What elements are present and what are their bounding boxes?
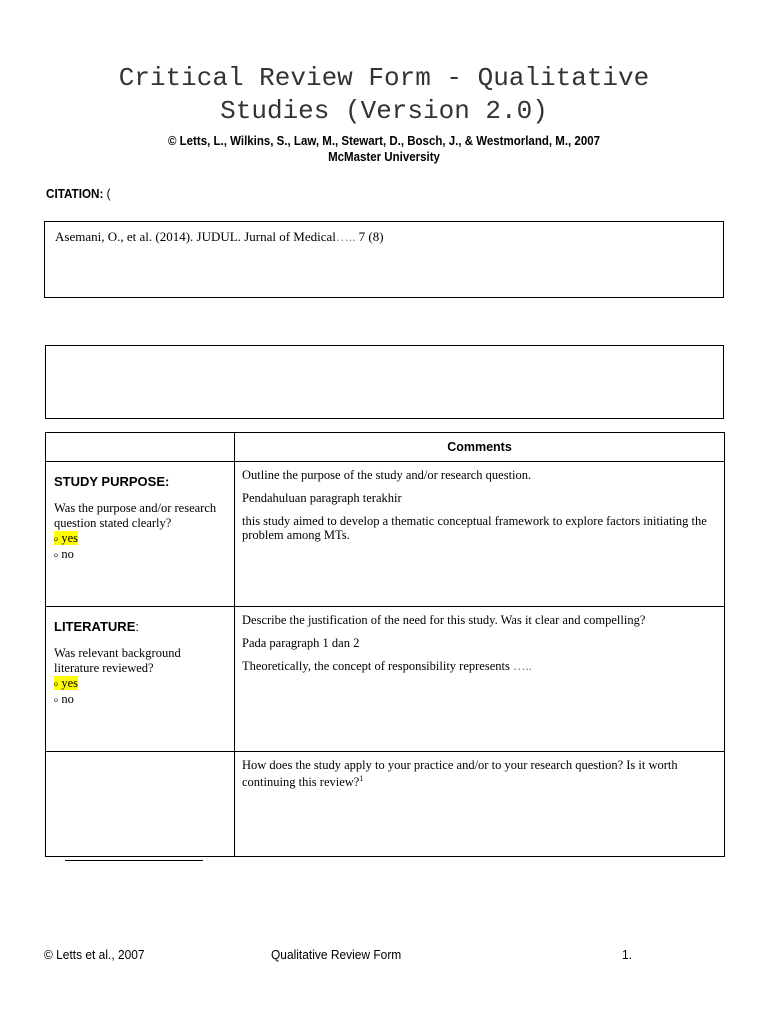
citation-volume: 7 (8) — [355, 229, 384, 244]
literature-label-colon: : — [135, 619, 139, 634]
comment-ellipsis: ….. — [512, 659, 532, 673]
literature-yes-option[interactable] — [54, 676, 227, 692]
literature-label — [54, 619, 227, 634]
study-purpose-label: STUDY PURPOSE: — [54, 474, 170, 489]
literature-label-text: LITERATURE — [54, 619, 136, 634]
checkbox-icon[interactable]: ৹ — [54, 549, 59, 561]
footer-copyright: © Letts et al., 2007 — [44, 947, 145, 962]
comment-text — [242, 758, 716, 789]
form-title — [60, 62, 708, 128]
empty-text-box[interactable] — [45, 345, 724, 419]
study-purpose-comments[interactable] — [235, 462, 725, 607]
citation-reference: Asemani, O., et al. (2014). JUDUL. Jurnal of Medical — [55, 229, 336, 244]
footnote-marker: 1 — [359, 774, 364, 783]
study-purpose-question: Was the purpose and/or research question stated clearly? — [54, 501, 217, 530]
comment-text: Outline the purpose of the study and/or research question. — [242, 468, 532, 482]
table-header-row — [46, 433, 725, 462]
comment-text: this study aimed to develop a thematic conceptual framework to explore factors initiating the problem among MTs. — [242, 514, 707, 542]
checkbox-icon[interactable]: ৹ — [54, 533, 59, 545]
comment-text: Pada paragraph 1 dan 2 — [242, 636, 360, 650]
footer-page-number: 1. — [622, 947, 632, 962]
review-table — [45, 432, 725, 857]
literature-cell — [46, 607, 235, 752]
form-title-line1: Critical Review Form - Qualitative — [118, 63, 650, 93]
comment-text: Pendahuluan paragraph terakhir — [242, 491, 402, 505]
application-question: How does the study apply to your practice and/or to your research question? Is it worth continuing this review? — [242, 758, 678, 790]
copyright-notice — [86, 133, 682, 165]
footnote-divider — [65, 860, 203, 861]
comment-text: Describe the justification of the need for this study. Was it clear and compelling? — [242, 613, 646, 627]
table-row-application — [46, 752, 725, 857]
footer-form-name: Qualitative Review Form — [271, 947, 402, 962]
study-purpose-cell — [46, 462, 235, 607]
citation-heading — [46, 186, 111, 201]
no-label: no — [61, 547, 74, 561]
comment-text-body: Theoretically, the concept of responsibility represents — [242, 659, 513, 673]
no-label: no — [61, 692, 74, 706]
citation-text — [55, 229, 384, 245]
application-comments[interactable] — [235, 752, 725, 857]
citation-label: CITATION: — [46, 186, 104, 201]
header-empty-cell — [46, 433, 235, 462]
study-purpose-yes-option[interactable] — [54, 531, 227, 547]
study-purpose-no-option[interactable] — [54, 547, 227, 563]
yes-label: yes — [61, 676, 78, 690]
literature-comments[interactable] — [235, 607, 725, 752]
citation-ellipsis: ….. — [335, 229, 356, 244]
copyright-institution: McMaster University — [328, 150, 440, 164]
citation-box[interactable] — [44, 221, 724, 298]
yes-label: yes — [61, 531, 78, 545]
table-row-study-purpose — [46, 462, 725, 607]
copyright-authors: © Letts, L., Wilkins, S., Law, M., Stewart, D., Bosch, J., & Westmorland, M., 2007 — [167, 134, 601, 148]
citation-label-suffix: ( — [103, 186, 111, 201]
literature-no-option[interactable] — [54, 692, 227, 708]
form-title-line2: Studies (Version 2.0) — [220, 96, 548, 126]
application-empty-cell — [46, 752, 235, 857]
comment-text — [242, 659, 716, 673]
checkbox-icon[interactable]: ৹ — [54, 678, 59, 690]
literature-question: Was relevant background literature reviewed? — [54, 646, 181, 675]
comments-header: Comments — [235, 433, 725, 462]
checkbox-icon[interactable]: ৹ — [54, 694, 59, 706]
table-row-literature — [46, 607, 725, 752]
